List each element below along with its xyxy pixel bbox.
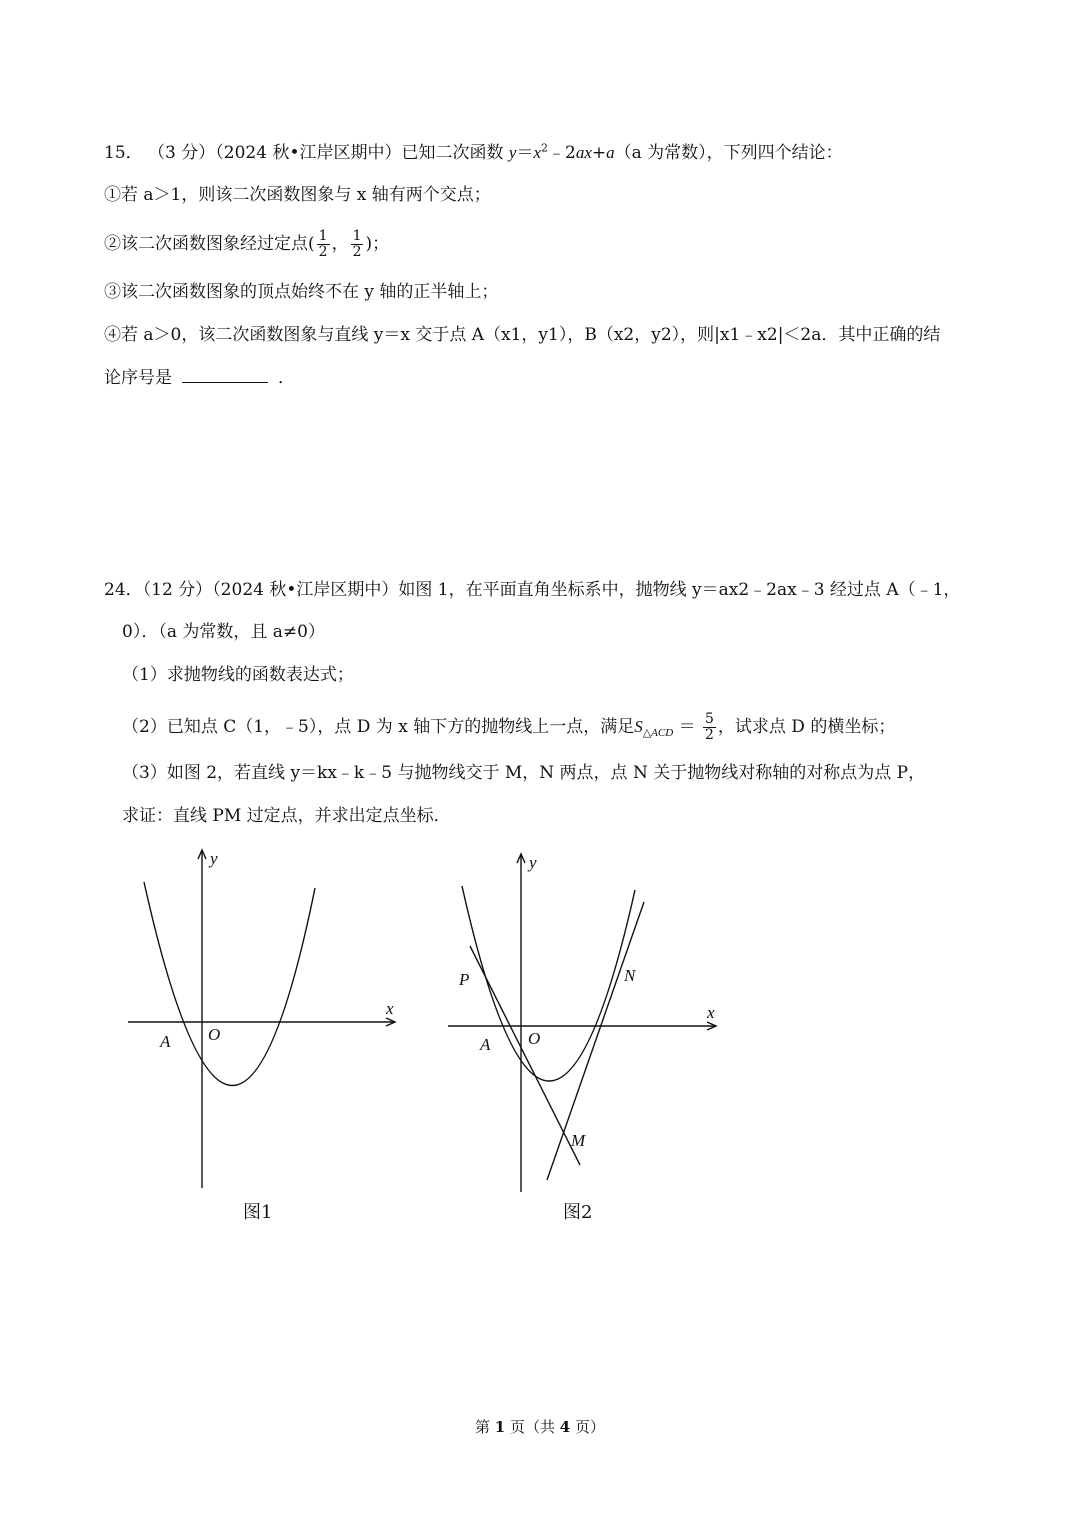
answer-blank[interactable] (182, 366, 268, 383)
q24-part-2 (122, 712, 895, 743)
q15-conclusion-3: ③该二次函数图象的顶点始终不在 y 轴的正半轴上； (104, 282, 499, 302)
figure-1 (120, 840, 420, 1200)
fig1-y-label: y (210, 849, 218, 868)
q15-number: 15． (104, 143, 143, 163)
fraction-half-2: $\frac{1}{2}$ (352, 228, 362, 260)
q24-p2-suffix: ，试求点 D 的横坐标； (717, 717, 896, 737)
q15-stem (104, 141, 843, 165)
q15-answer-prompt: 论序号是 (104, 368, 172, 388)
q15-conclusion-4: ④若 a＞0，该二次函数图象与直线 y＝x 交于点 A（x1，y1），B（x2，y2），则|x1﹣x2|＜2a．其中正确的结 (104, 325, 941, 345)
q15-stem-suffix: （a 为常数），下列四个结论： (614, 143, 843, 163)
fig2-origin-label: O (528, 1029, 541, 1048)
q24-part-3-cont: 求证：直线 PM 过定点，并求出定点坐标． (122, 806, 451, 826)
fig1-point-a-label: A (160, 1032, 171, 1051)
figure-2-caption: 图2 (563, 1202, 593, 1223)
page-total: 4 (559, 1418, 571, 1436)
q24-source: （2024 秋•江岸区期中） (212, 580, 399, 600)
fig2-point-a-label: A (480, 1035, 491, 1054)
q15-c2-suffix: )； (365, 234, 390, 254)
q15-source: （2024 秋•江岸区期中） (215, 143, 402, 163)
fig2-point-p-label: P (459, 970, 470, 989)
q24-stem-line-2: 0）．（a 为常数，且 a≠0） (122, 622, 325, 642)
footer-post: 页） (570, 1418, 605, 1436)
figure-1-caption: 图1 (243, 1202, 273, 1223)
q24-number: 24． (104, 580, 143, 600)
q24-score: （12 分） (142, 580, 213, 600)
fraction-half-1: $\frac{1}{2}$ (318, 228, 328, 260)
line-mn (547, 902, 644, 1180)
line-pm (470, 946, 580, 1165)
figure-2 (440, 840, 740, 1200)
fig1-origin-label: O (208, 1025, 221, 1044)
q15-stem-prefix: 已知二次函数 (401, 143, 509, 163)
q15-conclusion-2: ②该二次函数图象经过定点( $\frac{1}{2}$ ， $\frac{1}{2}$ )； (104, 228, 390, 260)
q15-score: （3 分） (148, 143, 216, 163)
q15-c2-prefix: ②该二次函数图象经过定点( (104, 234, 315, 254)
parabola-1 (144, 882, 315, 1086)
fig2-point-n-label: N (624, 966, 636, 985)
fig2-point-m-label: M (571, 1131, 586, 1150)
q24-part-3: （3）如图 2，若直线 y＝kx﹣k﹣5 与抛物线交于 M，N 两点，点 N 关于抛物线对称轴的对称点为点 P， (122, 763, 926, 783)
footer-pre: 第 (475, 1418, 495, 1436)
fig1-x-label: x (386, 999, 394, 1018)
fig2-y-label: y (529, 853, 537, 872)
q15-function: $y=x^2﹣2ax+a$ (508, 141, 615, 163)
fig2-x-label: x (707, 1003, 715, 1022)
page-footer (0, 1416, 1080, 1437)
area-expression: $S_{\triangle ACD}$ ＝ $\frac{5}{2}$ (634, 711, 714, 743)
q15-conclusion-1: ①若 a＞1，则该二次函数图象与 x 轴有两个交点； (104, 185, 491, 205)
page-number: 1 (494, 1418, 506, 1436)
q24-stem-a: 如图 1，在平面直角坐标系中，抛物线 y＝ax2﹣2ax﹣3 经过点 A（﹣1， (398, 580, 961, 600)
q24-p2-prefix: （2）已知点 C（1，﹣5），点 D 为 x 轴下方的抛物线上一点，满足 (122, 717, 635, 737)
q15-period: ． (278, 368, 295, 388)
q24-part-1: （1）求抛物线的函数表达式； (122, 665, 354, 685)
q24-stem-line-1 (104, 578, 960, 602)
q15-answer-line (104, 366, 295, 390)
footer-mid: 页（共 (505, 1418, 560, 1436)
